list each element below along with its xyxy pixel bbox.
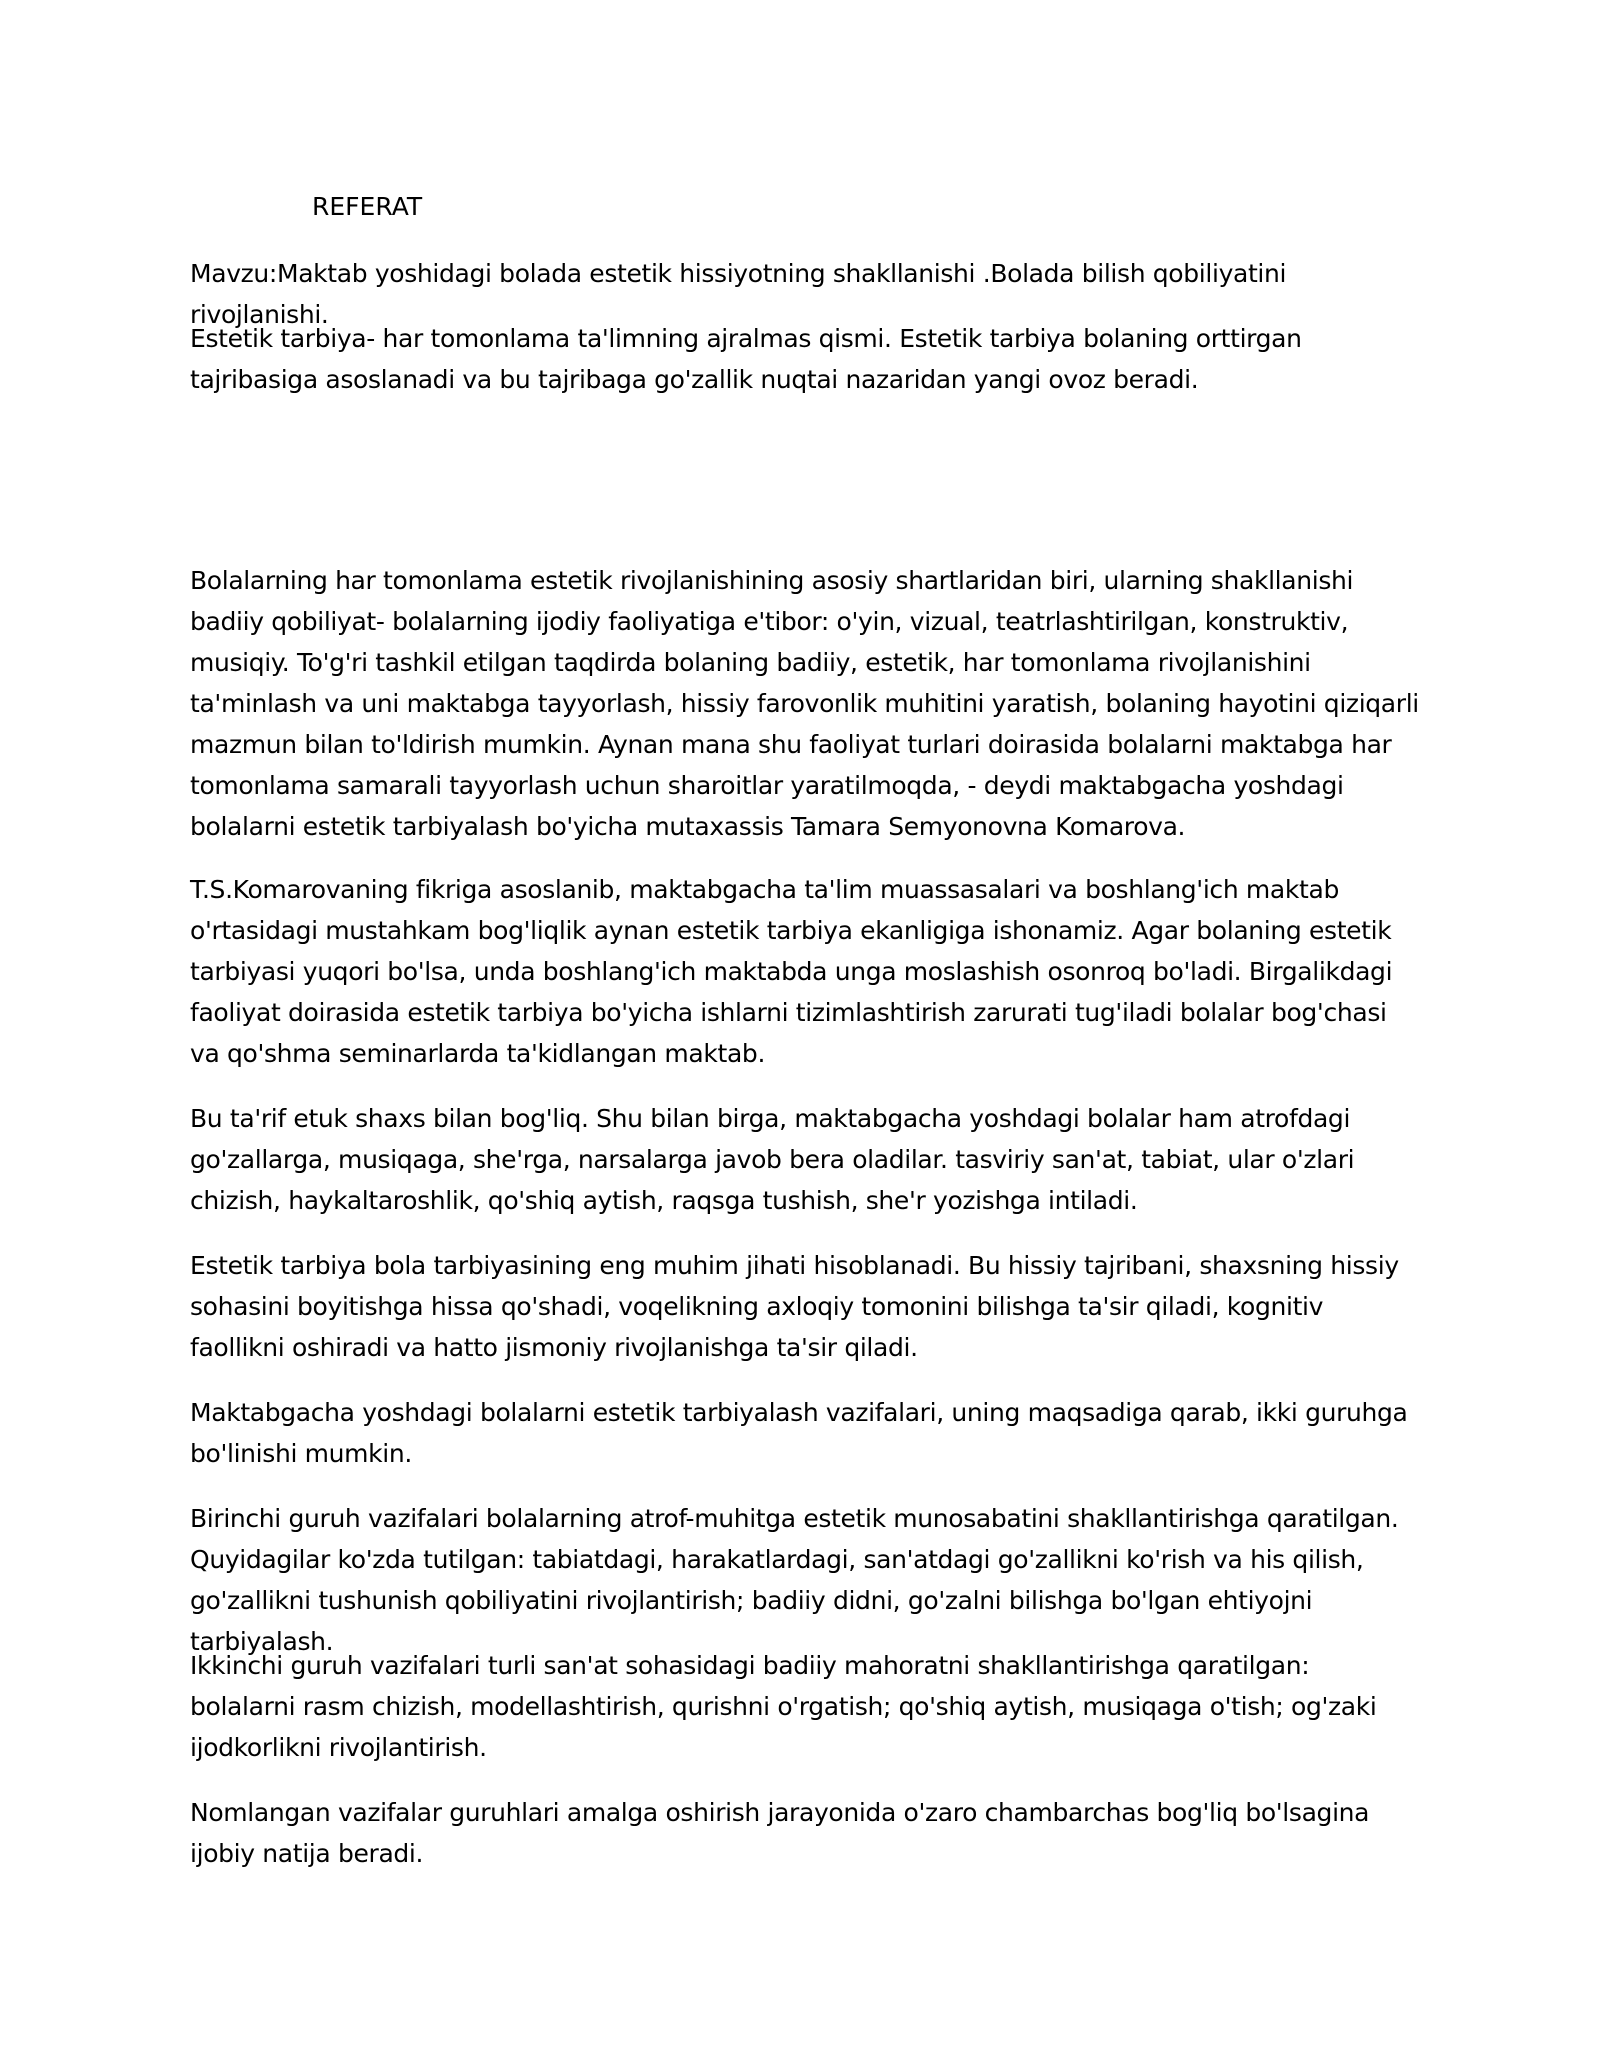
paragraph-komarova-view: T.S.Komarovaning fikriga asoslanib, maktabgacha ta'lim muassasalari va boshlang'ich maktab o'rtasidagi mustahkam bog'liqlik aynan estetik tarbiya ekanligiga ishonamiz. Agar bolaning estetik tarbiyasi yuqori bo'lsa, unda boshlang'ich maktabda unga moslashish osonroq bo'ladi. Birgalikdagi faoliyat doirasida estetik tarbiya bo'yicha ishlarni tizimlashtirish zarurati tug'iladi bolalar bog'chasi va qo'shma seminarlarda ta'kidlangan maktab. <box>190 875 1393 1068</box>
paragraph-komarova-quote: Bolalarning har tomonlama estetik rivojlanishining asosiy shartlaridan biri, ularning shakllanishi badiiy qobiliyat- bolalarning ijodiy faoliyatiga e'tibor: o'yin, vizual, teatrlashtirilgan, konstruktiv, musiqiy. To'g'ri tashkil etilgan taqdirda bolaning badiiy, estetik, har tomonlama rivojlanishini ta'minlash va uni maktabga tayyorlash, hissiy farovonlik muhitini yaratish, bolaning hayotini qiziqarli mazmun bilan to'ldirish mumkin. Aynan mana shu faoliyat turlari doirasida bolalarni maktabga har tomonlama samarali tayyorlash uchun sharoitlar yaratilmoqda, - deydi maktabgacha yoshdagi bolalarni estetik tarbiyalash bo'yicha mutaxassis Tamara Semyonovna Komarova. <box>190 566 1419 841</box>
paragraph-definition: Bu ta'rif etuk shaxs bilan bog'liq. Shu bilan birga, maktabgacha yoshdagi bolalar ham atrofdagi go'zallarga, musiqaga, she'rga, narsalarga javob bera oladilar. tasviriy san'at, tabiat, ular o'zlari chizish, haykaltaroshlik, qo'shiq aytish, raqsga tushish, she'r yozishga intiladi. <box>190 1104 1355 1215</box>
paragraph-tasks: Maktabgacha yoshdagi bolalarni estetik tarbiyalash vazifalari, uning maqsadiga qarab, ikki guruhga bo'linishi mumkin. <box>190 1398 1408 1468</box>
document-heading: REFERAT <box>312 192 423 221</box>
paragraph-importance: Estetik tarbiya bola tarbiyasining eng muhim jihati hisoblanadi. Bu hissiy tajribani, shaxsning hissiy sohasini boyitishga hissa qo'shadi, voqelikning axloqiy tomonini bilishga ta'sir qiladi, kognitiv faollikni oshiradi va hatto jismoniy rivojlanishga ta'sir qiladi. <box>190 1251 1399 1362</box>
paragraph-intro: Estetik tarbiya- har tomonlama ta'limning ajralmas qismi. Estetik tarbiya bolaning orttirgan tajribasiga asoslanadi va bu tajribaga go'zallik nuqtai nazaridan yangi ovoz beradi. <box>190 324 1302 394</box>
paragraph-second-group: Ikkinchi guruh vazifalari turli san'at sohasidagi badiiy mahoratni shakllantirishga qaratilgan: bolalarni rasm chizish, modellashtirish, qurishni o'rgatish; qo'shiq aytish, musiqaga o'tish; og'zaki ijodkorlikni rivojlantirish. <box>190 1651 1377 1762</box>
topic-line: Mavzu:Maktab yoshidagi bolada estetik hissiyotning shakllanishi .Bolada bilish qobiliyatini rivojlanishi. <box>190 259 1287 329</box>
paragraph-conclusion: Nomlangan vazifalar guruhlari amalga oshirish jarayonida o'zaro chambarchas bog'liq bo'lsagina ijobiy natija beradi. <box>190 1798 1370 1868</box>
paragraph-first-group: Birinchi guruh vazifalari bolalarning atrof-muhitga estetik munosabatini shakllantirishga qaratilgan. Quyidagilar ko'zda tutilgan: tabiatdagi, harakatlardagi, san'atdagi go'zallikni ko'rish va his qilish, go'zallikni tushunish qobiliyatini rivojlantirish; badiiy didni, go'zalni bilishga bo'lgan ehtiyojni tarbiyalash. <box>190 1504 1399 1656</box>
